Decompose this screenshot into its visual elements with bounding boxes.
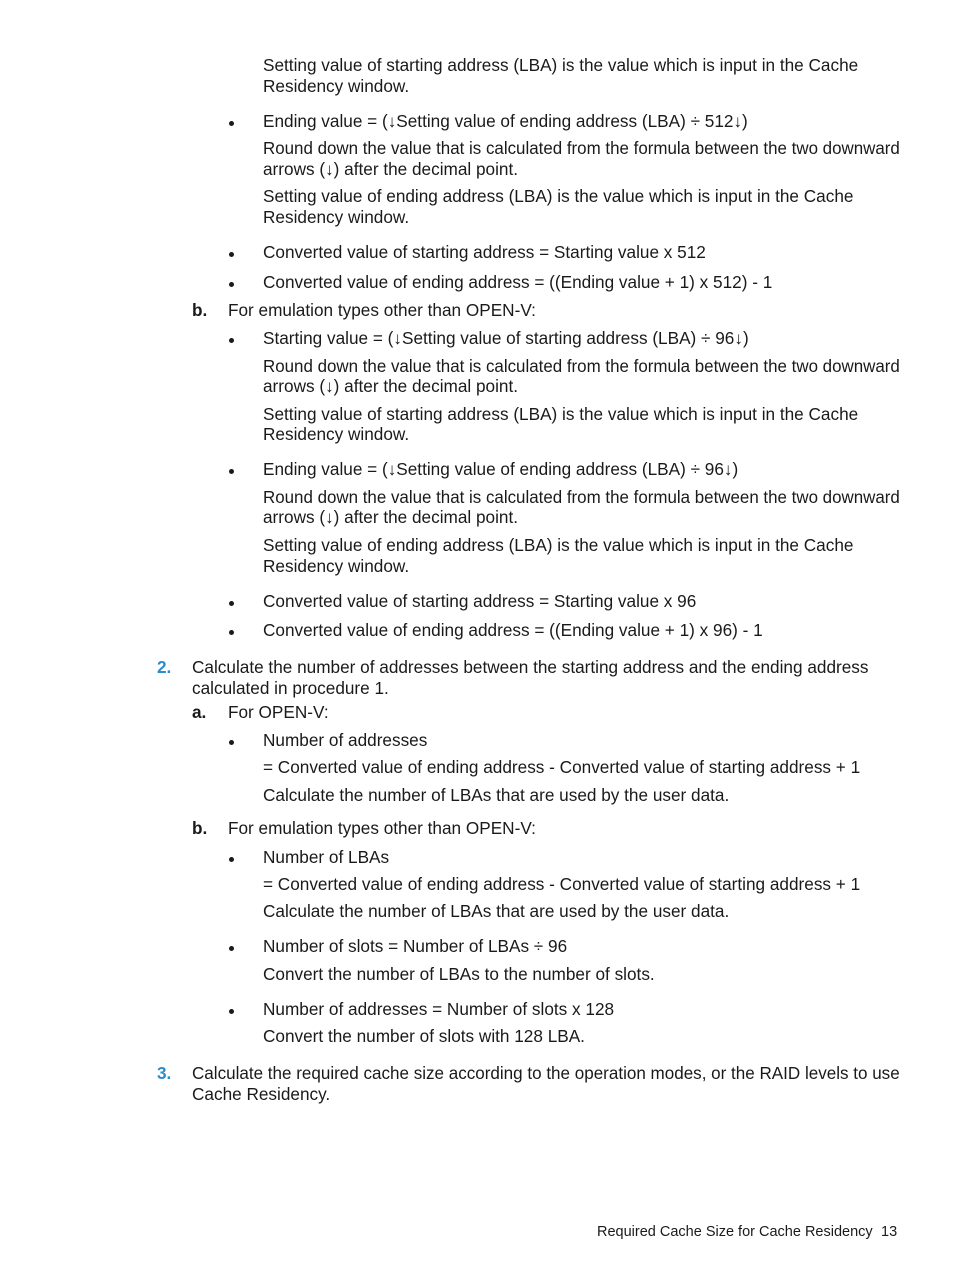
paragraph-line: Setting value of starting address (LBA) is the value which is input in the Cache	[263, 55, 859, 75]
bullet-icon	[229, 601, 234, 606]
step-number: 2.	[157, 657, 172, 677]
page-number: 13	[881, 1224, 898, 1240]
bullet-icon	[229, 946, 234, 951]
bullet-item: Converted value of ending address = ((Ending value + 1) x 96) - 1	[263, 620, 763, 640]
bullet-item: Number of slots = Number of LBAs ÷ 96	[263, 936, 568, 956]
step-number: 3.	[157, 1063, 172, 1083]
formula-line: = Converted value of ending address - Converted value of starting address + 1	[263, 757, 861, 777]
bullet-icon	[229, 252, 234, 257]
footer-title: Required Cache Size for Cache Residency	[597, 1224, 873, 1240]
paragraph-line: Calculate the number of LBAs that are used by the user data.	[263, 901, 730, 921]
paragraph-line: Setting value of ending address (LBA) is the value which is input in the Cache	[263, 535, 854, 555]
bullet-item: Converted value of ending address = ((Ending value + 1) x 512) - 1	[263, 272, 773, 292]
bullet-item: Starting value = (↓Setting value of starting address (LBA) ÷ 96↓)	[263, 328, 749, 348]
paragraph-line: Convert the number of LBAs to the number of slots.	[263, 964, 655, 984]
paragraph-line: arrows (↓) after the decimal point.	[263, 376, 519, 396]
bullet-item: Converted value of starting address = Starting value x 96	[263, 591, 697, 611]
step-text: Calculate the number of addresses between the starting address and the ending address	[192, 657, 869, 677]
paragraph-line: Round down the value that is calculated from the formula between the two downward	[263, 138, 900, 158]
step-text: Calculate the required cache size according to the operation modes, or the RAID levels to use	[192, 1063, 900, 1083]
step-text: calculated in procedure 1.	[192, 678, 389, 698]
sub-step-label: b.	[192, 818, 208, 838]
paragraph-line: Residency window.	[263, 424, 410, 444]
sub-step-heading: For emulation types other than OPEN-V:	[228, 300, 536, 320]
paragraph-line: arrows (↓) after the decimal point.	[263, 507, 519, 527]
paragraph-line: arrows (↓) after the decimal point.	[263, 159, 519, 179]
bullet-icon	[229, 1009, 234, 1014]
sub-step-label: b.	[192, 300, 208, 320]
paragraph-line: Convert the number of slots with 128 LBA.	[263, 1026, 585, 1046]
bullet-item: Number of addresses	[263, 730, 428, 750]
paragraph-line: Round down the value that is calculated from the formula between the two downward	[263, 487, 900, 507]
bullet-icon	[229, 121, 234, 126]
bullet-item: Ending value = (↓Setting value of ending address (LBA) ÷ 96↓)	[263, 459, 739, 479]
paragraph-line: Residency window.	[263, 207, 410, 227]
paragraph-line: Setting value of ending address (LBA) is the value which is input in the Cache	[263, 186, 854, 206]
formula-line: = Converted value of ending address - Converted value of starting address + 1	[263, 874, 861, 894]
bullet-item: Ending value = (↓Setting value of ending address (LBA) ÷ 512↓)	[263, 111, 748, 131]
step-text: Cache Residency.	[192, 1084, 331, 1104]
paragraph-line: Residency window.	[263, 76, 410, 96]
paragraph-line: Calculate the number of LBAs that are used by the user data.	[263, 785, 730, 805]
bullet-icon	[229, 338, 234, 343]
bullet-icon	[229, 469, 234, 474]
bullet-icon	[229, 740, 234, 745]
bullet-item: Converted value of starting address = Starting value x 512	[263, 242, 706, 262]
bullet-icon	[229, 282, 234, 287]
bullet-icon	[229, 857, 234, 862]
bullet-item: Number of addresses = Number of slots x 128	[263, 999, 615, 1019]
sub-step-heading: For OPEN-V:	[228, 702, 329, 722]
paragraph-line: Setting value of starting address (LBA) is the value which is input in the Cache	[263, 404, 859, 424]
bullet-item: Number of LBAs	[263, 847, 390, 867]
bullet-icon	[229, 630, 234, 635]
paragraph-line: Residency window.	[263, 556, 410, 576]
sub-step-heading: For emulation types other than OPEN-V:	[228, 818, 536, 838]
paragraph-line: Round down the value that is calculated from the formula between the two downward	[263, 356, 900, 376]
sub-step-label: a.	[192, 702, 207, 722]
